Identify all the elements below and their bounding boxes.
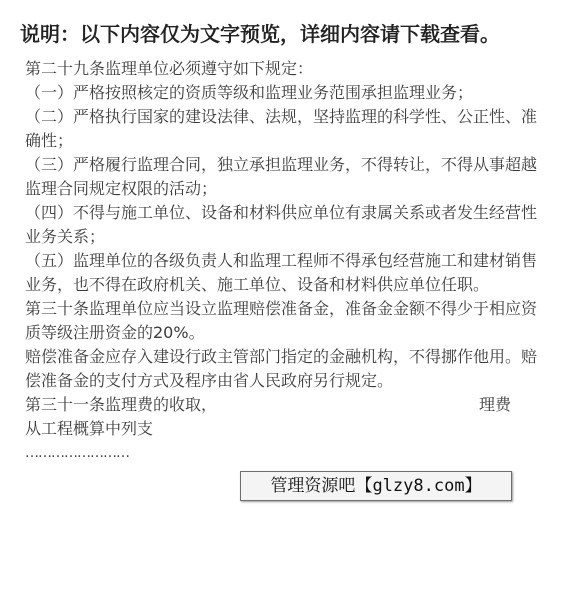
preview-ellipsis: …………………… <box>25 445 129 461</box>
watermark-bracket-close: 】 <box>464 476 482 496</box>
article-29-item-4: （四）不得与施工单位、设备和材料供应单位有隶属关系或者发生经营性业务关系； <box>25 203 538 246</box>
article-29-item-5: （五）监理单位的各级负责人和监理工程师不得承包经营施工和建材销售业务，也不得在政府机关、施工单位、设备和材料供应单位任职。 <box>25 251 538 294</box>
article-29-item-1: （一）严格按照核定的资质等级和监理业务范围承担监理业务； <box>25 83 474 102</box>
article-31-line-1 <box>25 393 543 417</box>
article-31-end: 理费 <box>479 395 512 414</box>
preview-notice: 说明：以下内容仅为文字预览，详细内容请下载查看。 <box>20 22 500 46</box>
article-31-line-2: 从工程概算中列支 <box>25 419 154 438</box>
article-29-item-3: （三）严格履行监理合同，独立承担监理业务，不得转让，不得从事超越监理合同规定权限的活动； <box>25 155 538 198</box>
watermark-site: glzy8.com <box>372 476 465 496</box>
watermark-bracket-open: 【 <box>355 476 373 496</box>
article-31-start: 第三十一条监理费的收取， <box>25 395 218 414</box>
article-30-paragraph-2: 赔偿准备金应存入建设行政主管部门指定的金融机构，不得挪作他用。赔偿准备金的支付方式及程序由省人民政府另行规定。 <box>25 347 538 390</box>
document-body <box>25 57 543 465</box>
article-30-paragraph-1: 第三十条监理单位应当设立监理赔偿准备金，准备金金额不得少于相应资质等级注册资金的20%。 <box>25 299 538 342</box>
watermark-name: 管理资源吧 <box>270 476 356 496</box>
site-watermark <box>240 471 512 501</box>
article-29-heading: 第二十九条监理单位必须遵守如下规定： <box>25 59 314 78</box>
article-29-item-2: （二）严格执行国家的建设法律、法规，坚持监理的科学性、公正性、准确性； <box>25 107 538 150</box>
